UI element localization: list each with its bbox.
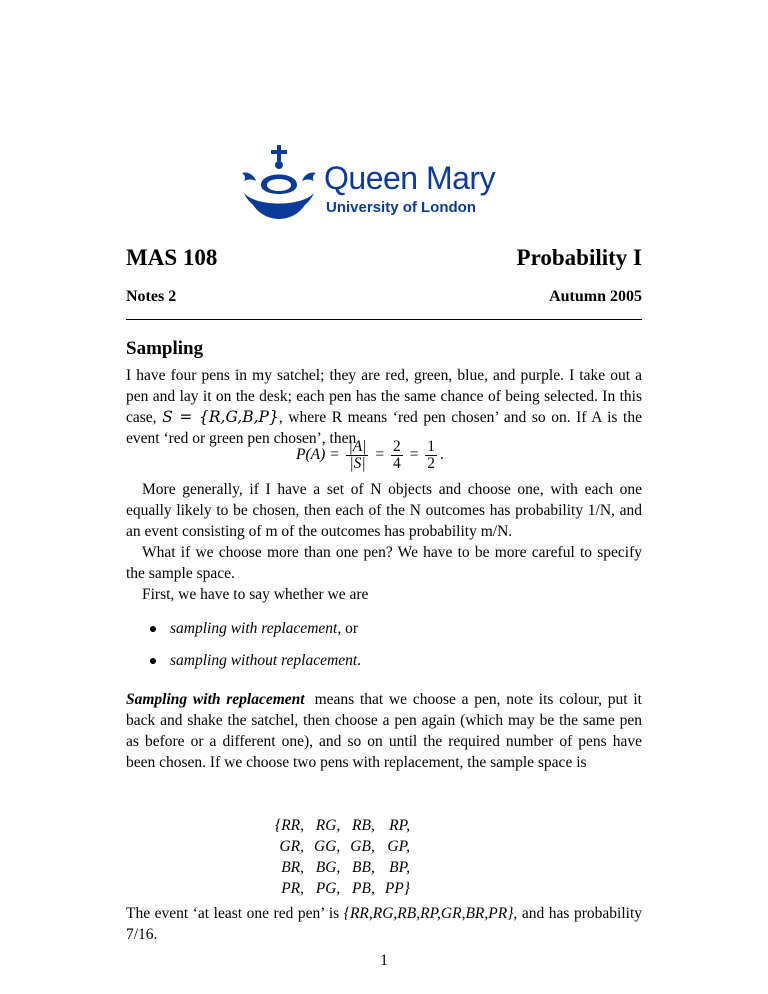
table-row: BR, BG, BB, BP, xyxy=(281,859,410,876)
logo-wordmark: Queen Mary xyxy=(324,160,496,196)
fraction-event-over-space: $\frac{|A|}{|S|}$ xyxy=(348,438,367,472)
page-number: 1 xyxy=(380,952,388,969)
run-in-heading: Sampling with replacement xyxy=(126,691,305,708)
list-item: sampling without replacement. xyxy=(150,650,361,671)
with-replacement-body: means that we choose a pen, note its colour, put it back and shake the satchel, then choose a pen again (which may be the same pen as before or a different one), and so on until the required number of pens have been chosen. If we choose two pens with replacement, the sample space is xyxy=(126,691,642,771)
university-logo xyxy=(238,145,538,225)
course-code: MAS 108 xyxy=(126,245,218,270)
table-row: GR, GG, GB, GP, xyxy=(279,838,410,855)
sample-space-matrix xyxy=(275,815,410,899)
paragraph-event-red: The event ‘at least one red pen’ is {RR,RG,RB,RP,GR,BR,PR}, and has probability 7/16. xyxy=(126,905,642,943)
section-heading: Sampling xyxy=(126,338,204,359)
paragraph-general-case: More generally, if I have a set of N objects and choose one, with each one equally likely to be chosen, then each of the N outcomes has probability 1/N, and an event consisting of m of the outcomes has probability m/N. xyxy=(126,481,642,540)
notes-number: Notes 2 xyxy=(126,288,177,305)
list-item: sampling with replacement, or xyxy=(150,618,358,639)
fraction-one-half: $\frac{1}{2}$ xyxy=(427,438,435,472)
paragraph-intro xyxy=(126,365,642,449)
crown-crest-icon xyxy=(238,145,320,223)
bullet-without-replacement: sampling without replacement xyxy=(170,652,358,669)
course-title: Probability I xyxy=(516,245,642,270)
logo-subtitle: University of London xyxy=(326,199,476,216)
bullet-icon xyxy=(150,626,156,632)
intro-text-a: I have four pens in my satchel; they are red, green, blue, and purple. I take out a pen and lay it on the desk; each pen has the same chance of being selected. In this case, xyxy=(126,367,642,426)
bullet-with-replacement: sampling with replacement xyxy=(170,620,338,637)
paragraph-multiple-pens: What if we choose more than one pen? We have to be more careful to specify the sample space. xyxy=(126,544,642,582)
event-set: {RR,RG,RB,RP,GR,BR,PR} xyxy=(343,905,514,922)
paragraph-first-say: First, we have to say whether we are xyxy=(142,586,369,603)
header-divider xyxy=(126,319,642,320)
formula-lhs: P(A) = xyxy=(296,446,340,464)
paragraph-with-replacement xyxy=(126,689,642,773)
table-row: PR, PG, PB, PP} xyxy=(281,880,410,897)
bullet-icon xyxy=(150,658,156,664)
sample-space-set: S = {R,G,B,P} xyxy=(162,408,279,426)
fraction-two-fourths: $\frac{2}{4}$ xyxy=(392,438,401,472)
table-row: {RR, RG, RB, RP, xyxy=(275,817,410,834)
probability-formula: P(A) = $\frac{|A|}{|S|}$ = $\frac{2}{4}$ = $\frac{1}{2}$ . xyxy=(296,438,444,472)
intro-text-b: , where R means ‘red pen chosen’ and so on. If A is the event ‘red or green pen chosen’, then xyxy=(126,409,642,447)
term-label: Autumn 2005 xyxy=(549,288,642,305)
